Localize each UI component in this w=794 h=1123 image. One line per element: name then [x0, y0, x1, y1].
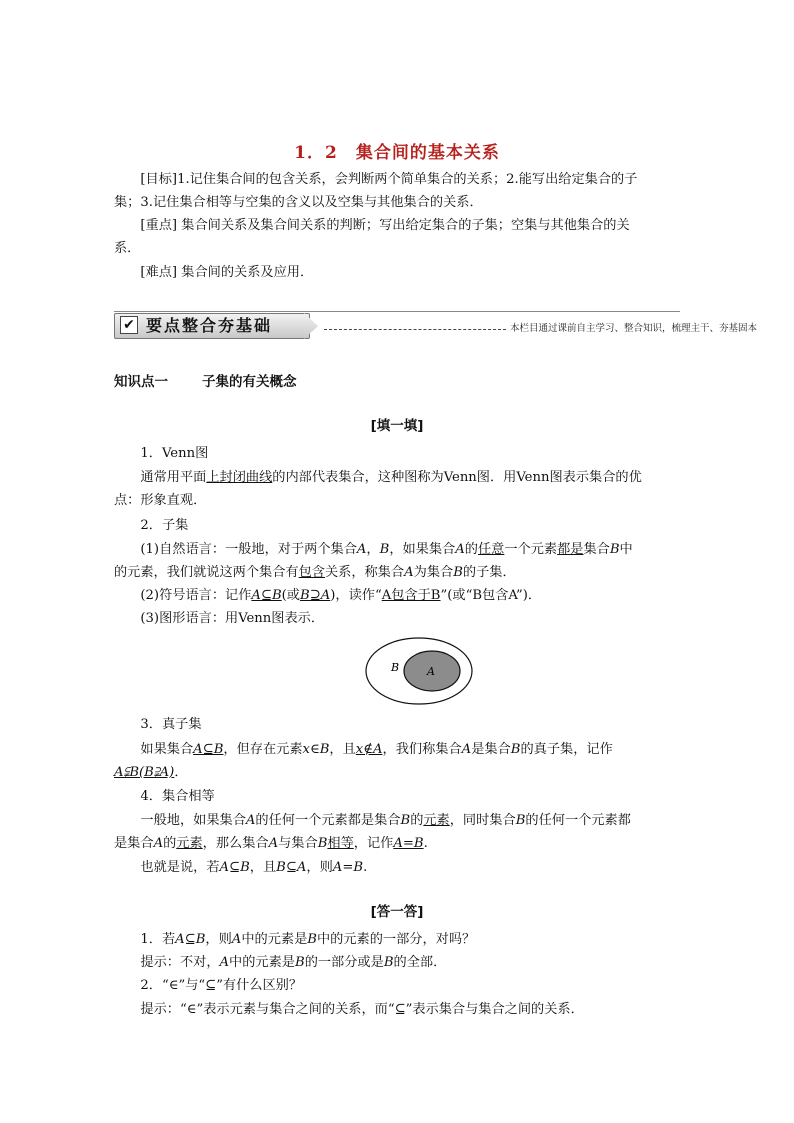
objective-goal: [目标]1.记住集合间的包含关系，会判断两个简单集合的关系；2.能写出给定集合的子 — [140, 172, 638, 187]
set-equality-restatement: 也就是说，若A⊆B，且B⊆A，则A=B. — [140, 860, 368, 875]
set-equality-definition-cont: 是集合A的元素，那么集合A与集合B相等，记作A=B. — [114, 836, 428, 851]
subset-heading: 2．子集 — [140, 518, 189, 533]
proper-subset-heading: 3．真子集 — [140, 717, 202, 732]
objective-key: [重点] 集合间关系及集合间关系的判断；写出给定集合的子集；空集与其他集合的关 — [140, 218, 630, 233]
banner-arrow — [304, 313, 318, 339]
knowledge-point-heading: 知识点一 子集的有关概念 — [114, 374, 297, 390]
venn-label-b: B — [391, 661, 400, 674]
fill-section-heading: [填一填] — [370, 418, 424, 434]
answer-2: 提示：“∈”表示元素与集合之间的关系，而“⊆”表示集合与集合之间的关系． — [140, 1002, 584, 1017]
banner-dashed-rule — [324, 329, 506, 330]
question-1: 1．若A⊆B，则A中的元素是B中的元素的一部分，对吗？ — [140, 932, 476, 947]
proper-subset-definition: 如果集合A⊆B，但存在元素x∈B，且x∉A，我们称集合A是集合B的真子集，记作 — [140, 742, 613, 757]
check-icon: ✔ — [120, 316, 138, 334]
banner-title: 要点整合夯基础 — [146, 316, 273, 335]
objective-goal-cont: 集；3.记住集合相等与空集的含义以及空集与其他集合的关系． — [114, 195, 483, 210]
venn-paragraph-cont: 点：形象直观． — [114, 493, 207, 508]
set-equality-heading: 4．集合相等 — [140, 789, 215, 804]
venn-heading: 1．Venn图 — [140, 446, 209, 461]
banner-top-rule — [114, 311, 680, 312]
subset-figure-language: (3)图形语言：用Venn图表示． — [140, 611, 325, 626]
section-title: 1．2 集合间的基本关系 — [294, 143, 500, 163]
venn-paragraph: 通常用平面上封闭曲线的内部代表集合，这种图称为Venn图．用Venn图表示集合的优 — [140, 470, 642, 485]
answer-section-heading: [答一答] — [370, 904, 424, 920]
objective-key-cont: 系． — [114, 241, 141, 256]
section-banner — [114, 313, 758, 339]
venn-diagram — [364, 636, 474, 706]
subset-symbol-language: (2)符号语言：记作A⊆B(或B⊇A)，读作“A包含于B”(或“B包含A”)． — [140, 588, 542, 603]
objective-difficult: [难点] 集合间的关系及应用． — [140, 265, 314, 280]
set-equality-definition: 一般地，如果集合A的任何一个元素都是集合B的元素，同时集合B的任何一个元素都 — [140, 813, 631, 828]
venn-label-a: A — [427, 665, 435, 678]
question-2: 2．“∈”与“⊆”有什么区别？ — [140, 978, 303, 993]
proper-subset-notation: A⫋B(B⫌A)． — [114, 765, 188, 780]
banner-note: 本栏目通过课前自主学习、整合知识，梳理主干、夯基固本 — [510, 323, 758, 334]
subset-natural-language-cont: 的元素，我们就说这两个集合有包含关系，称集合A为集合B的子集． — [114, 565, 516, 580]
answer-1: 提示：不对，A中的元素是B的一部分或是B的全部． — [140, 955, 447, 970]
subset-natural-language: (1)自然语言：一般地，对于两个集合A，B，如果集合A的任意一个元素都是集合B中 — [140, 542, 633, 557]
